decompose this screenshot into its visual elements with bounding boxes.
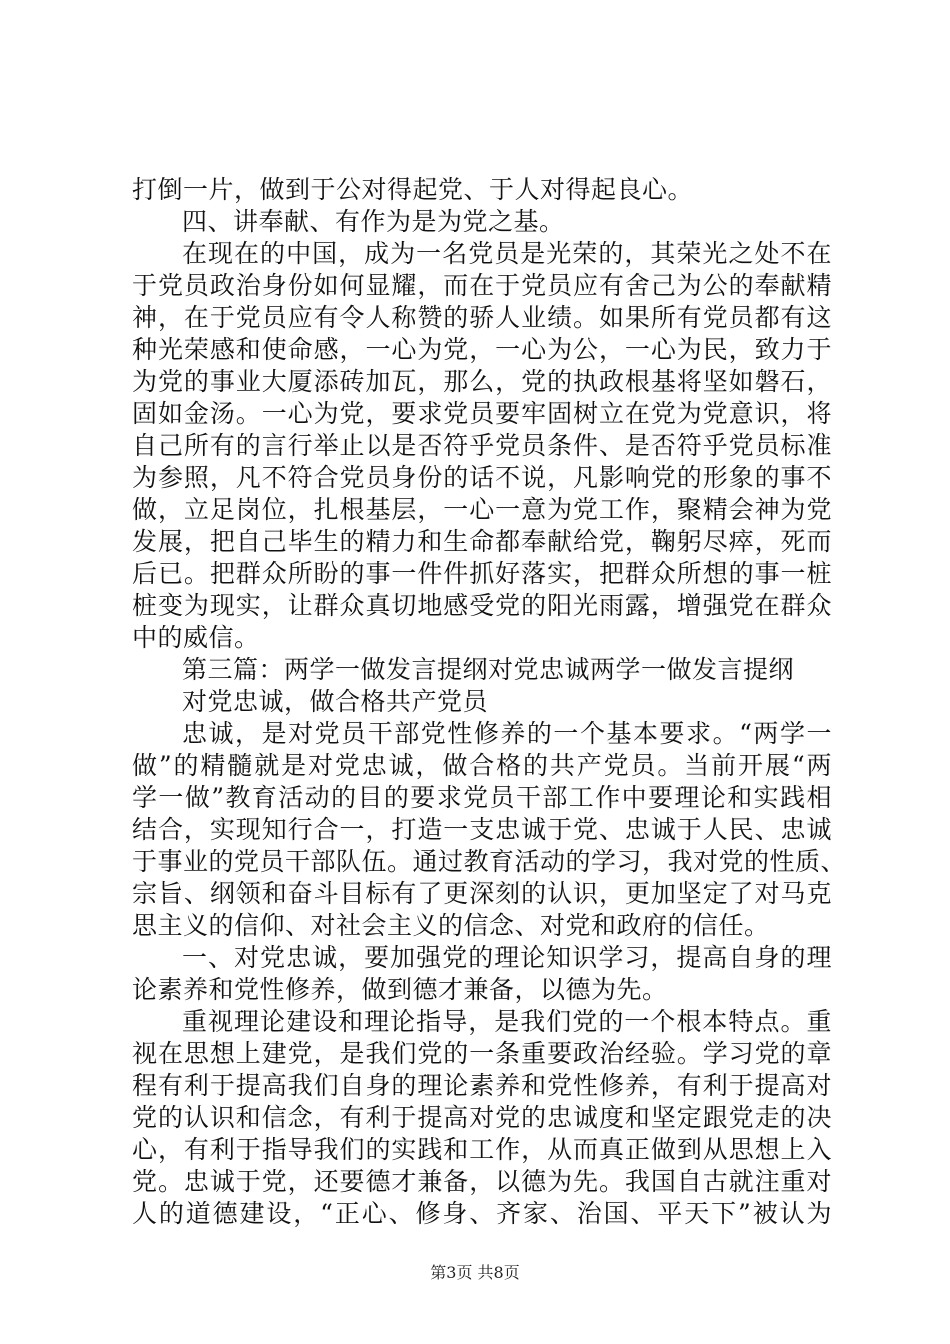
text-line: 后已。把群众所盼的事一件件抓好落实，把群众所想的事一桩: [132, 559, 832, 588]
text-line: 心，有利于指导我们的实践和工作，从而真正做到从思想上入: [132, 1135, 832, 1164]
text-line: 为参照，凡不符合党员身份的话不说，凡影响党的形象的事不: [132, 463, 832, 492]
text-line: 思主义的信仰、对社会主义的信念、对党和政府的信任。: [132, 911, 770, 940]
text-line: 于事业的党员干部队伍。通过教育活动的学习，我对党的性质、: [132, 847, 847, 876]
text-line: 第三篇：两学一做发言提纲对党忠诚两学一做发言提纲: [182, 655, 795, 684]
text-line: 程有利于提高我们自身的理论素养和党性修养，有利于提高对: [132, 1071, 832, 1100]
text-line: 固如金汤。一心为党，要求党员要牢固树立在党为党意识，将: [132, 399, 832, 428]
text-line: 结合，实现知行合一，打造一支忠诚于党、忠诚于人民、忠诚: [132, 815, 832, 844]
text-line: 为党的事业大厦添砖加瓦，那么，党的执政根基将坚如磐石，: [132, 367, 832, 396]
text-line: 党。忠诚于党，还要德才兼备，以德为先。我国自古就注重对: [132, 1167, 832, 1196]
text-line: 桩变为现实，让群众真切地感受党的阳光雨露，增强党在群众: [132, 591, 832, 620]
text-line: 做”的精髓就是对党忠诚，做合格的共产党员。当前开展“两: [132, 751, 832, 780]
text-line: 忠诚，是对党员干部党性修养的一个基本要求。“两学一: [182, 719, 832, 748]
text-line: 宗旨、纲领和奋斗目标有了更深刻的认识，更加坚定了对马克: [132, 879, 832, 908]
text-line: 做，立足岗位，扎根基层，一心一意为党工作，聚精会神为党: [132, 495, 832, 524]
text-line: 四、讲奉献、有作为是为党之基。: [182, 207, 565, 236]
text-line: 论素养和党性修养，做到德才兼备，以德为先。: [132, 975, 668, 1004]
text-line: 对党忠诚，做合格共产党员: [182, 687, 489, 716]
text-line: 自己所有的言行举止以是否符乎党员条件、是否符乎党员标准: [132, 431, 832, 460]
text-line: 于党员政治身份如何显耀，而在于党员应有舍己为公的奉献精: [132, 271, 832, 300]
text-line: 重视理论建设和理论指导，是我们党的一个根本特点。重: [182, 1007, 832, 1036]
text-line: 中的威信。: [132, 623, 260, 652]
text-line: 打倒一片，做到于公对得起党、于人对得起良心。: [132, 175, 694, 204]
text-line: 人的道德建设，“正心、修身、齐家、治国、平天下”被认为: [132, 1199, 832, 1228]
text-line: 视在思想上建党，是我们党的一条重要政治经验。学习党的章: [132, 1039, 832, 1068]
text-line: 神，在于党员应有令人称赞的骄人业绩。如果所有党员都有这: [132, 303, 832, 332]
page-number: 第3页 共8页: [430, 1263, 520, 1282]
text-line: 学一做”教育活动的目的要求党员干部工作中要理论和实践相: [132, 783, 832, 812]
text-line: 党的认识和信念，有利于提高对党的忠诚度和坚定跟党走的决: [132, 1103, 832, 1132]
text-line: 发展，把自己毕生的精力和生命都奉献给党，鞠躬尽瘁，死而: [132, 527, 832, 556]
text-line: 一、对党忠诚，要加强党的理论知识学习，提高自身的理: [182, 943, 832, 972]
text-line: 种光荣感和使命感，一心为党，一心为公，一心为民，致力于: [132, 335, 832, 364]
text-line: 在现在的中国，成为一名党员是光荣的，其荣光之处不在: [182, 239, 832, 268]
document-body: [132, 174, 847, 1230]
